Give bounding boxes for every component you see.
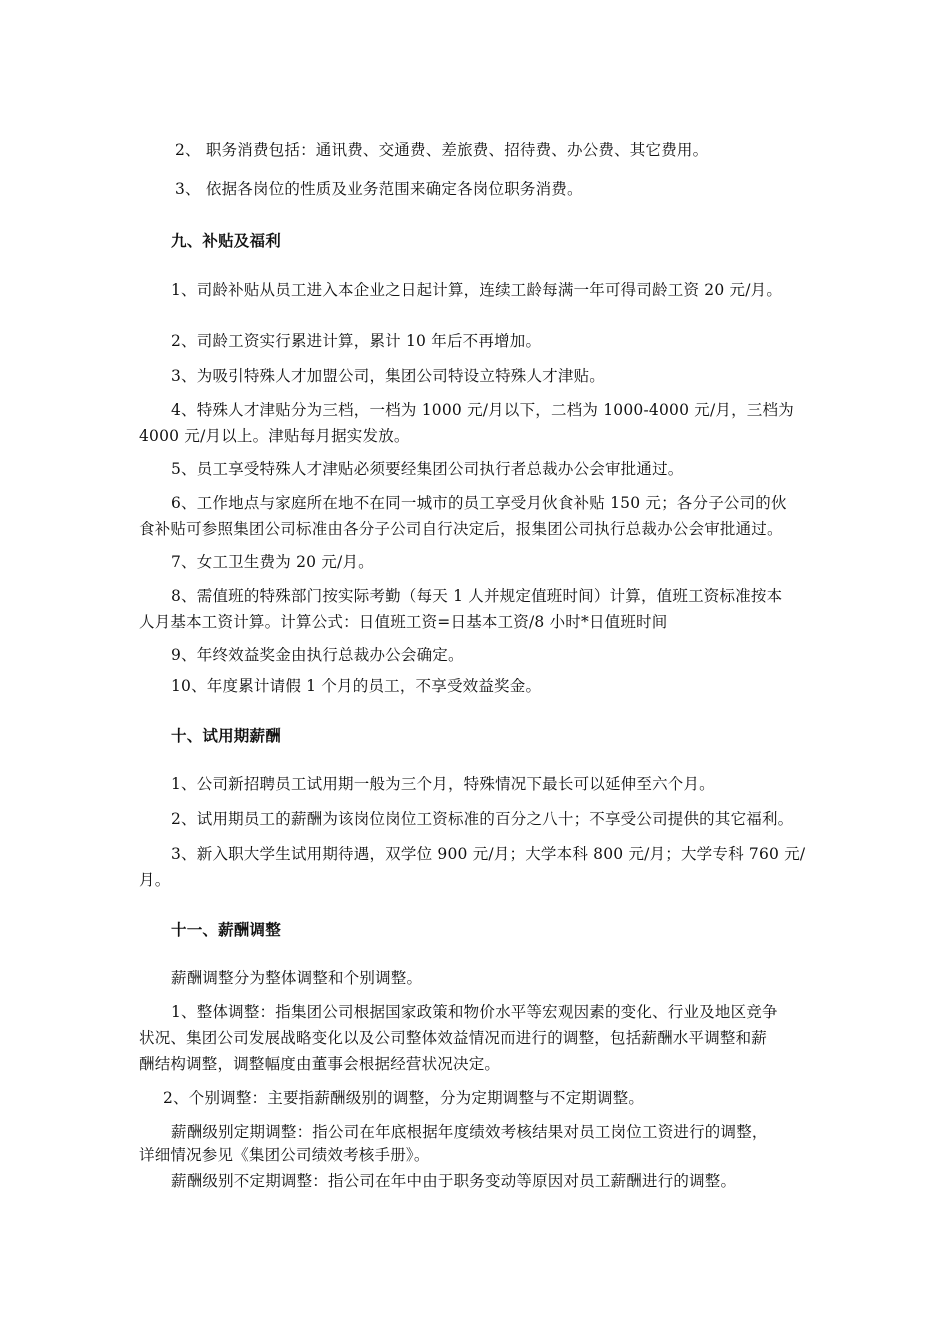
paragraph-line: 薪酬调整分为整体调整和个别调整。 [171,969,423,987]
paragraph-line: 5、员工享受特殊人才津贴必须要经集团公司执行者总裁办公会审批通过。 [171,460,684,478]
paragraph-line: 酬结构调整，调整幅度由董事会根据经营状况决定。 [139,1055,501,1073]
paragraph-line: 2、个别调整：主要指薪酬级别的调整，分为定期调整与不定期调整。 [163,1089,645,1107]
paragraph-line: 状况、集团公司发展战略变化以及公司整体效益情况而进行的调整，包括薪酬水平调整和薪 [139,1029,768,1047]
paragraph-line: 7、女工卫生费为 20 元/月。 [171,553,374,571]
paragraph-line: 8、需值班的特殊部门按实际考勤（每天 1 人并规定值班时间）计算，值班工资标准按本 [171,587,783,605]
section-heading: 十一、薪酬调整 [171,921,281,939]
paragraph-line: 6、工作地点与家庭所在地不在同一城市的员工享受月伙食补贴 150 元；各分子公司的伙 [171,494,787,512]
paragraph-line: 月。 [139,871,171,889]
paragraph-line: 详细情况参见《集团公司绩效考核手册》。 [139,1146,430,1164]
paragraph-line: 3、为吸引特殊人才加盟公司，集团公司特设立特殊人才津贴。 [171,367,605,385]
paragraph-line: 人月基本工资计算。计算公式：日值班工资=日基本工资/8 小时*日值班时间 [139,613,668,631]
paragraph-line: 2、 职务消费包括：通讯费、交通费、差旅费、招待费、办公费、其它费用。 [175,141,709,159]
paragraph-line: 10、年度累计请假 1 个月的员工，不享受效益奖金。 [171,677,542,695]
paragraph-line: 2、司龄工资实行累进计算，累计 10 年后不再增加。 [171,332,542,350]
paragraph-line: 1、公司新招聘员工试用期一般为三个月，特殊情况下最长可以延伸至六个月。 [171,775,715,793]
paragraph-line: 1、整体调整：指集团公司根据国家政策和物价水平等宏观因素的变化、行业及地区竞争 [171,1003,778,1021]
paragraph-line: 3、 依据各岗位的性质及业务范围来确定各岗位职务消费。 [175,180,583,198]
section-heading: 九、补贴及福利 [171,232,281,250]
paragraph-line: 4、特殊人才津贴分为三档，一档为 1000 元/月以下，二档为 1000-4000 元/月，三档为 [171,401,794,419]
section-heading: 十、试用期薪酬 [171,727,281,745]
paragraph-line: 1、司龄补贴从员工进入本企业之日起计算，连续工龄每满一年可得司龄工资 20 元/月。 [171,281,783,299]
paragraph-line: 薪酬级别不定期调整：指公司在年中由于职务变动等原因对员工薪酬进行的调整。 [171,1172,737,1190]
paragraph-line: 4000 元/月以上。津贴每月据实发放。 [139,427,410,445]
paragraph-line: 食补贴可参照集团公司标准由各分子公司自行决定后，报集团公司执行总裁办公会审批通过。 [139,520,783,538]
paragraph-line: 2、试用期员工的薪酬为该岗位岗位工资标准的百分之八十；不享受公司提供的其它福利。 [171,810,794,828]
paragraph-line: 3、新入职大学生试用期待遇，双学位 900 元/月；大学本科 800 元/月；大学专科 760 元/ [171,845,806,863]
paragraph-line: 薪酬级别定期调整：指公司在年底根据年度绩效考核结果对员工岗位工资进行的调整， [171,1123,768,1141]
paragraph-line: 9、年终效益奖金由执行总裁办公会确定。 [171,646,464,664]
